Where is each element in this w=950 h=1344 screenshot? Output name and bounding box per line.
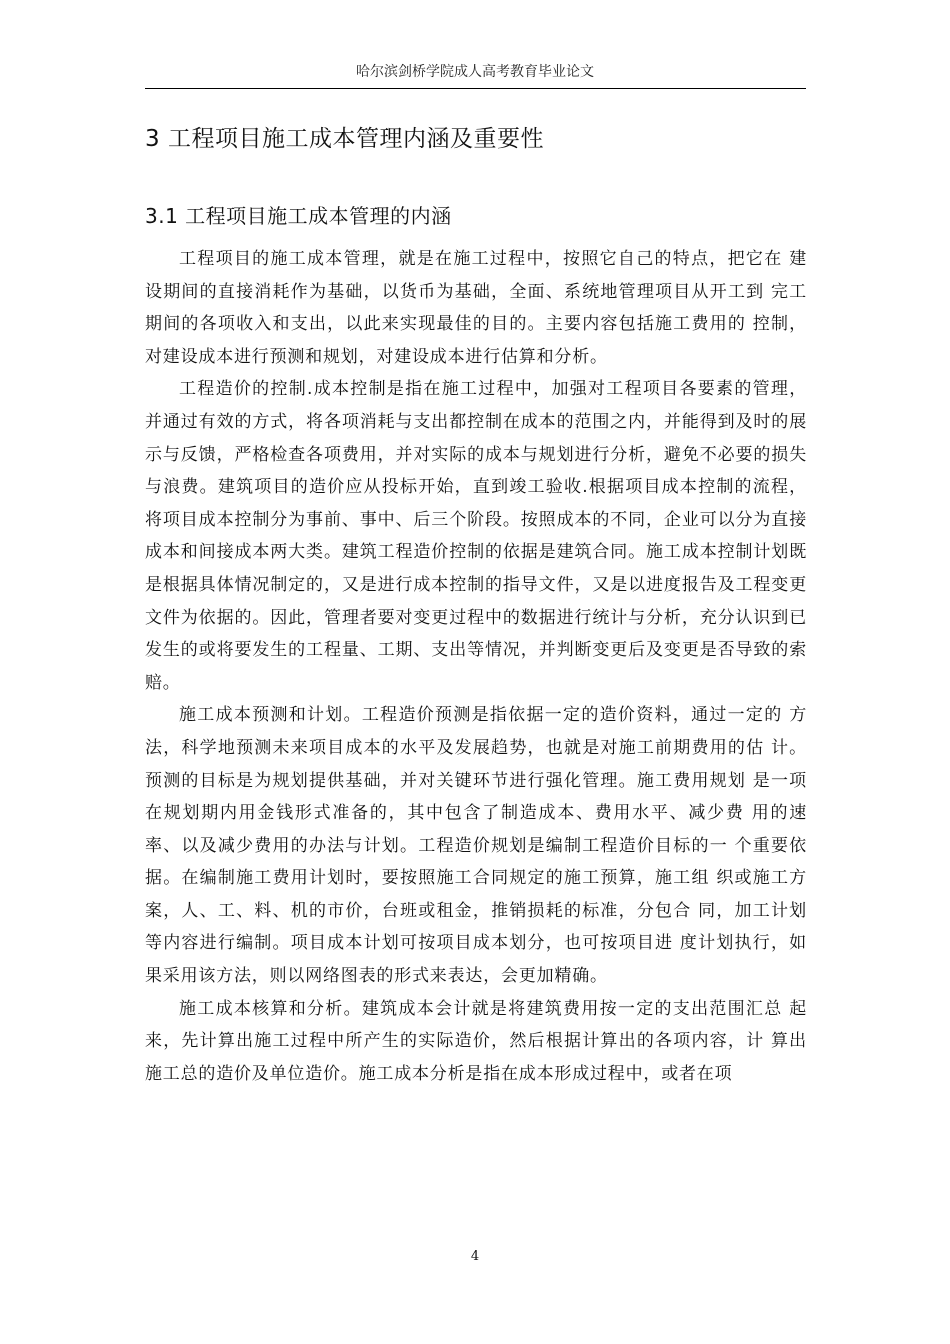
header-divider — [145, 88, 806, 89]
paragraph: 施工成本核算和分析。建筑成本会计就是将建筑费用按一定的支出范围汇总 起来，先计算出施工过程中所产生的实际造价，然后根据计算出的各项内容，计 算出施工总的造价及单位造价。施工成本分析是指在成本形成过程中，或者在项 — [145, 998, 807, 1084]
running-header: 哈尔滨剑桥学院成人高考教育毕业论文 — [356, 64, 594, 80]
paragraph: 工程造价的控制.成本控制是指在施工过程中，加强对工程项目各要素的管理，并通过有效的方式，将各项消耗与支出都控制在成本的范围之内，并能得到及时的展示与反馈，严格检查各项费用，并对实际的成本与规划进行分析，避免不必要的损失与浪费。建筑项目的造价应从投标开始，直到竣工验收.根据项目成本控制的流程，将项目成本控制分为事前、事中、后三个阶段。按照成本的不同，企业可以分为直接成本和间接成本两大类。建筑工程造价控制的依据是建筑合同。施工成本控制计划既是根据具体情况制定的，又是进行成本控制的指导文件，又是以进度报告及工程变更文件为依据的。因此，管理者要对变更过程中的数据进行统计与分析，充分认识到已发生的或将要发生的工程量、工期、支出等情况，并判断变更后及变更是否导致的索赔。 — [145, 379, 807, 693]
section-title: 3.1 工程项目施工成本管理的内涵 — [145, 204, 452, 228]
page-number: 4 — [470, 1249, 480, 1264]
paragraph: 施工成本预测和计划。工程造价预测是指依据一定的造价资料，通过一定的 方法，科学地预测未来项目成本的水平及发展趋势，也就是对施工前期费用的估 计。预测的目标是为规划提供基础，并对关键环节进行强化管理。施工费用规划 是一项在规划期内用金钱形式准备的，其中包含了制造成本、费用水平、减少费 用的速率、以及减少费用的办法与计划。工程造价规划是编制工程造价目标的一 个重要依据。在编制施工费用计划时，要按照施工合同规定的施工预算，施工组 织或施工方案，人、工、料、机的市价，台班或租金，推销损耗的标准，分包合 同，加工计划等内容进行编制。项目成本计划可按项目成本划分，也可按项目进 度计划执行，如果采用该方法，则以网络图表的形式来表达，会更加精确。 — [145, 705, 807, 987]
chapter-title: 3 工程项目施工成本管理内涵及重要性 — [145, 126, 544, 152]
paragraph: 工程项目的施工成本管理，就是在施工过程中，按照它自己的特点，把它在 建设期间的直接消耗作为基础，以货币为基础，全面、系统地管理项目从开工到 完工期间的各项收入和支出，以此来实现最佳的目的。主要内容包括施工费用的 控制，对建设成本进行预测和规划，对建设成本进行估算和分析。 — [145, 249, 807, 367]
body-text — [145, 243, 807, 1090]
